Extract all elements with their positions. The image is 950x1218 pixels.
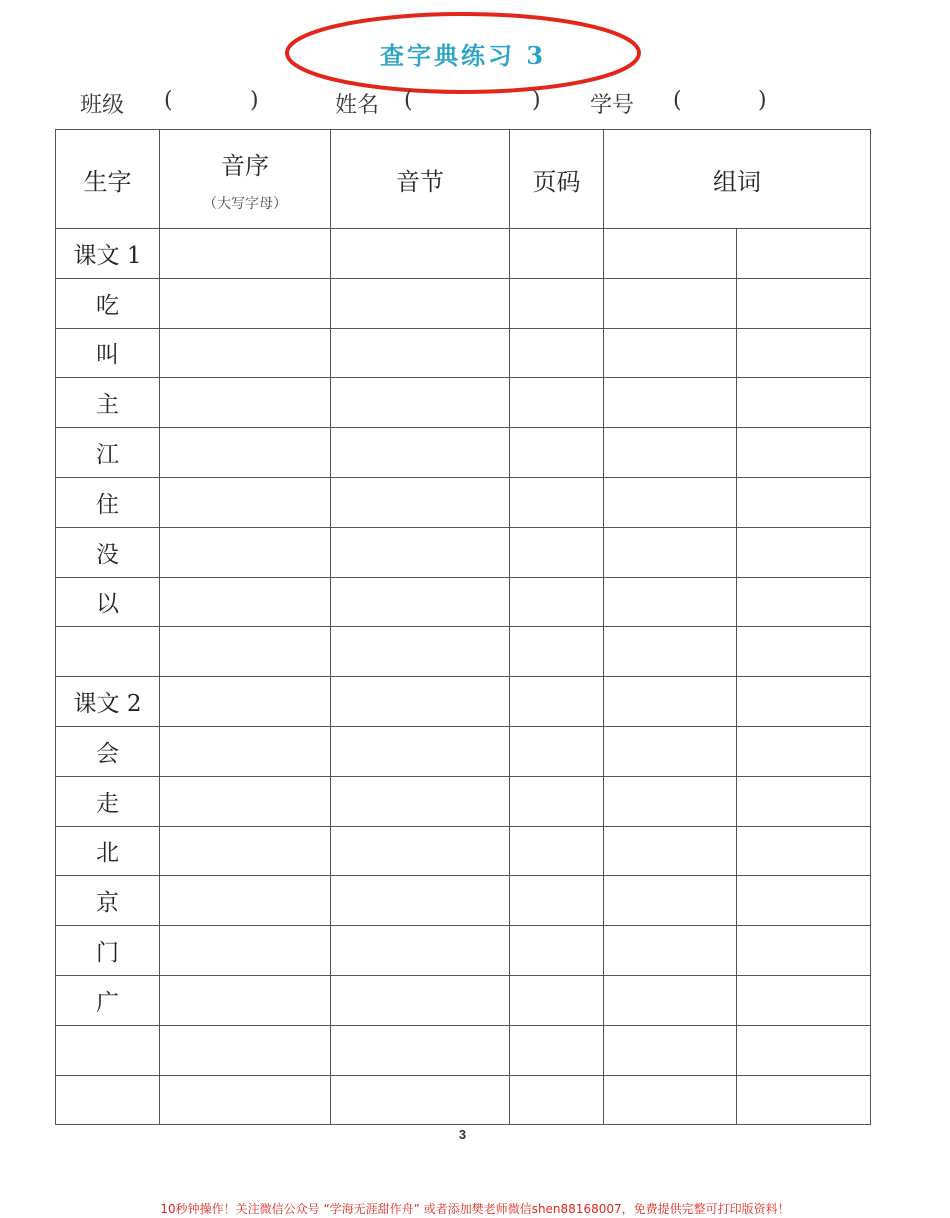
syllable-cell[interactable] <box>331 677 510 727</box>
word-cell-1[interactable] <box>604 926 737 976</box>
word-cell-2[interactable] <box>737 677 871 727</box>
word-cell-2[interactable] <box>737 428 871 478</box>
page-cell[interactable] <box>510 527 604 577</box>
name-open-paren: ( <box>404 88 413 113</box>
char-cell: 门 <box>56 926 160 976</box>
number-label: 学号 <box>590 93 635 118</box>
syllable-cell[interactable] <box>331 776 510 826</box>
header-char: 生字 <box>56 130 160 229</box>
name-label: 姓名 <box>335 93 380 118</box>
table-row <box>56 278 871 328</box>
word-cell-1[interactable] <box>604 627 737 677</box>
class-label: 班级 <box>80 93 125 118</box>
order-cell[interactable] <box>160 428 331 478</box>
word-cell-1[interactable] <box>604 378 737 428</box>
word-cell-2[interactable] <box>737 975 871 1025</box>
syllable-cell[interactable] <box>331 627 510 677</box>
word-cell-2[interactable] <box>737 229 871 279</box>
char-cell <box>56 1075 160 1125</box>
page-cell[interactable] <box>510 776 604 826</box>
order-cell[interactable] <box>160 527 331 577</box>
class-open-paren: ( <box>164 88 173 113</box>
page-cell[interactable] <box>510 477 604 527</box>
char-cell: 京 <box>56 876 160 926</box>
table-row <box>56 627 871 677</box>
header-order-sub: （大写字母） <box>203 195 287 212</box>
syllable-cell[interactable] <box>331 229 510 279</box>
dictionary-practice-table <box>55 129 871 1125</box>
header-order <box>160 130 331 229</box>
word-cell-1[interactable] <box>604 677 737 727</box>
word-cell-1[interactable] <box>604 477 737 527</box>
table-row <box>56 328 871 378</box>
char-cell: 以 <box>56 577 160 627</box>
page-cell[interactable] <box>510 726 604 776</box>
char-cell: 课文 1 <box>56 229 160 279</box>
table-body <box>56 229 871 1125</box>
char-cell: 吃 <box>56 278 160 328</box>
word-cell-1[interactable] <box>604 876 737 926</box>
order-cell[interactable] <box>160 1075 331 1125</box>
syllable-cell[interactable] <box>331 826 510 876</box>
header-order-label: 音序 <box>221 151 269 180</box>
word-cell-2[interactable] <box>737 826 871 876</box>
table-row <box>56 776 871 826</box>
table-row <box>56 378 871 428</box>
word-cell-1[interactable] <box>604 826 737 876</box>
syllable-cell[interactable] <box>331 577 510 627</box>
char-cell <box>56 627 160 677</box>
order-cell[interactable] <box>160 229 331 279</box>
order-cell[interactable] <box>160 975 331 1025</box>
page-cell[interactable] <box>510 677 604 727</box>
page-cell[interactable] <box>510 876 604 926</box>
table-row <box>56 1025 871 1075</box>
table-row <box>56 1075 871 1125</box>
syllable-cell[interactable] <box>331 1075 510 1125</box>
char-cell: 住 <box>56 477 160 527</box>
page-cell[interactable] <box>510 926 604 976</box>
syllable-cell[interactable] <box>331 926 510 976</box>
page-cell[interactable] <box>510 975 604 1025</box>
page-cell[interactable] <box>510 378 604 428</box>
page-cell[interactable] <box>510 577 604 627</box>
char-cell: 没 <box>56 527 160 577</box>
header-page: 页码 <box>510 130 604 229</box>
syllable-cell[interactable] <box>331 378 510 428</box>
page-cell[interactable] <box>510 428 604 478</box>
syllable-cell[interactable] <box>331 278 510 328</box>
syllable-cell[interactable] <box>331 428 510 478</box>
char-cell: 江 <box>56 428 160 478</box>
char-cell: 课文 2 <box>56 677 160 727</box>
word-cell-2[interactable] <box>737 378 871 428</box>
order-cell[interactable] <box>160 726 331 776</box>
word-cell-1[interactable] <box>604 428 737 478</box>
char-cell: 主 <box>56 378 160 428</box>
table-row <box>56 826 871 876</box>
word-cell-2[interactable] <box>737 627 871 677</box>
page-cell[interactable] <box>510 328 604 378</box>
syllable-cell[interactable] <box>331 726 510 776</box>
char-cell: 会 <box>56 726 160 776</box>
char-cell: 叫 <box>56 328 160 378</box>
order-cell[interactable] <box>160 477 331 527</box>
char-cell <box>56 1025 160 1075</box>
word-cell-2[interactable] <box>737 527 871 577</box>
word-cell-2[interactable] <box>737 328 871 378</box>
order-cell[interactable] <box>160 876 331 926</box>
page-cell[interactable] <box>510 826 604 876</box>
syllable-cell[interactable] <box>331 477 510 527</box>
table-row <box>56 527 871 577</box>
table-row <box>56 975 871 1025</box>
word-cell-2[interactable] <box>737 1075 871 1125</box>
name-close-paren: ) <box>532 88 541 113</box>
table-row <box>56 229 871 279</box>
order-cell[interactable] <box>160 677 331 727</box>
word-cell-2[interactable] <box>737 726 871 776</box>
table-row <box>56 876 871 926</box>
page-cell[interactable] <box>510 229 604 279</box>
student-info-row <box>80 88 880 122</box>
char-cell: 走 <box>56 776 160 826</box>
order-cell[interactable] <box>160 1025 331 1075</box>
word-cell-2[interactable] <box>737 776 871 826</box>
syllable-cell[interactable] <box>331 328 510 378</box>
syllable-cell[interactable] <box>331 1025 510 1075</box>
table-row <box>56 926 871 976</box>
word-cell-2[interactable] <box>737 1025 871 1075</box>
word-cell-1[interactable] <box>604 1025 737 1075</box>
word-cell-1[interactable] <box>604 776 737 826</box>
order-cell[interactable] <box>160 328 331 378</box>
order-cell[interactable] <box>160 826 331 876</box>
header-syllable: 音节 <box>331 130 510 229</box>
table-header-row <box>56 130 871 229</box>
word-cell-2[interactable] <box>737 926 871 976</box>
number-close-paren: ) <box>758 88 767 113</box>
page-number: 3 <box>458 1127 467 1142</box>
word-cell-1[interactable] <box>604 726 737 776</box>
order-cell[interactable] <box>160 278 331 328</box>
order-cell[interactable] <box>160 776 331 826</box>
order-cell[interactable] <box>160 627 331 677</box>
table-row <box>56 428 871 478</box>
syllable-cell[interactable] <box>331 975 510 1025</box>
char-cell: 北 <box>56 826 160 876</box>
word-cell-1[interactable] <box>604 229 737 279</box>
table-row <box>56 677 871 727</box>
word-cell-2[interactable] <box>737 876 871 926</box>
word-cell-1[interactable] <box>604 527 737 577</box>
number-open-paren: ( <box>673 88 682 113</box>
class-close-paren: ) <box>250 88 259 113</box>
table-row <box>56 577 871 627</box>
word-cell-1[interactable] <box>604 577 737 627</box>
word-cell-1[interactable] <box>604 975 737 1025</box>
word-cell-1[interactable] <box>604 278 737 328</box>
worksheet-title-banner <box>285 12 641 94</box>
word-cell-2[interactable] <box>737 577 871 627</box>
footer-note: 10秒钟操作！关注微信公众号 “学海无涯甜作舟” 或者添加樊老师微信shen88168007，免费提供完整可打印版资料！ <box>160 1202 790 1216</box>
char-cell: 广 <box>56 975 160 1025</box>
order-cell[interactable] <box>160 577 331 627</box>
order-cell[interactable] <box>160 926 331 976</box>
word-cell-2[interactable] <box>737 477 871 527</box>
worksheet-title: 查字典练习 3 <box>379 40 547 70</box>
page-cell[interactable] <box>510 278 604 328</box>
word-cell-2[interactable] <box>737 278 871 328</box>
word-cell-1[interactable] <box>604 1075 737 1125</box>
page-cell[interactable] <box>510 1075 604 1125</box>
word-cell-1[interactable] <box>604 328 737 378</box>
page-cell[interactable] <box>510 1025 604 1075</box>
page-cell[interactable] <box>510 627 604 677</box>
syllable-cell[interactable] <box>331 527 510 577</box>
order-cell[interactable] <box>160 378 331 428</box>
header-words: 组词 <box>604 130 871 229</box>
table-row <box>56 477 871 527</box>
table-row <box>56 726 871 776</box>
syllable-cell[interactable] <box>331 876 510 926</box>
